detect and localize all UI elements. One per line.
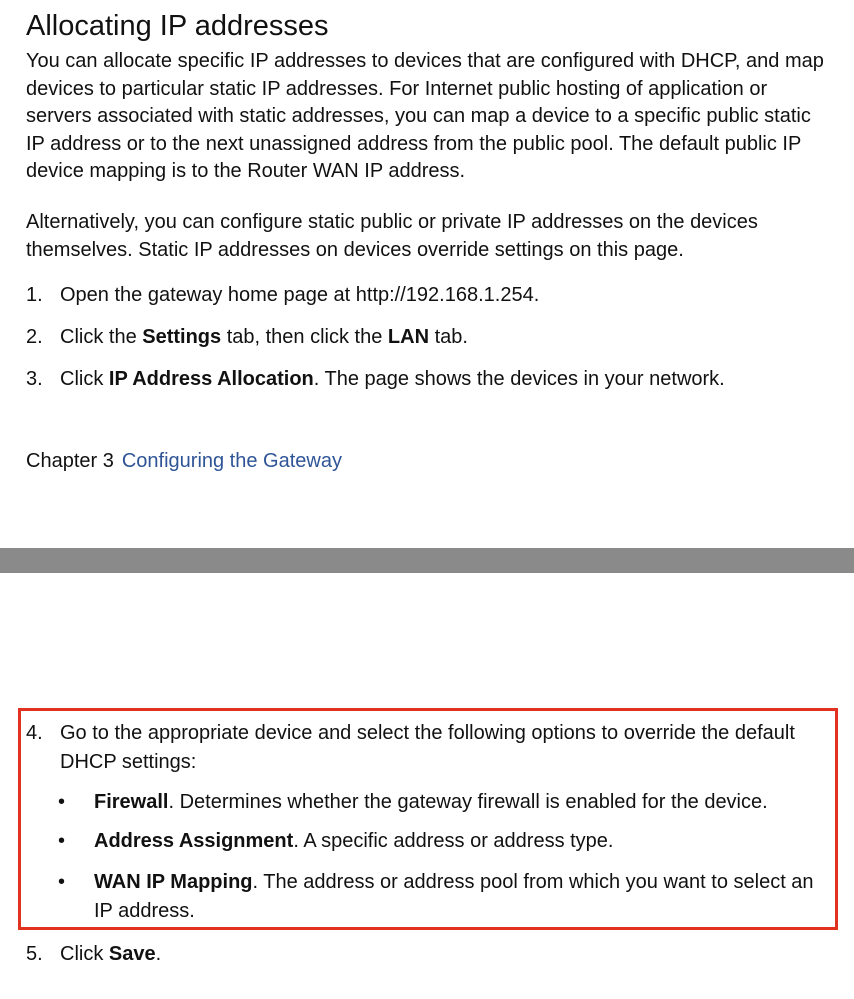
step-text-pre: Click [60,943,109,965]
bullet-icon: • [58,871,66,893]
bullet-description: . The address or address pool from which you want to select an IP address. [94,871,814,922]
footer-chapter: Chapter 3 [26,450,114,472]
bullet-description: . A specific address or address type. [293,830,614,852]
step-5 [26,941,161,968]
bullet-icon: • [58,791,66,813]
step-3 [26,366,725,393]
step-number: 1. [26,284,43,306]
lan-tab-term: LAN [387,326,430,348]
step-1 [26,282,539,309]
step-text-pre: Click the [60,326,143,348]
ip-address-allocation-term: IP Address Allocation [108,368,314,390]
bullet-description: . Determines whether the gateway firewall is enabled for the device. [168,791,768,813]
step-text-post: tab. [429,326,468,348]
step-number: 5. [26,943,43,965]
page-divider [0,548,854,573]
save-term: Save [108,943,156,965]
step-text-post: . [155,943,162,965]
page-footer [26,448,342,475]
bullet-term: Address Assignment [94,830,294,852]
step-text: Go to the appropriate device and select the following options to override the default DHCP settings: [60,722,795,773]
step-number: 3. [26,368,43,390]
bullet-term: WAN IP Mapping [94,871,253,893]
step-number: 4. [26,722,43,744]
section-title: Allocating IP addresses [26,10,329,42]
intro-paragraph: You can allocate specific IP addresses to devices that are configured with DHCP, and map devices to particular static IP addresses. For Internet public hosting of application or servers associated with static addresses, you can map a device to a specific public static IP address or to the next unassigned address from the public pool. The default public IP device mapping is to the Router WAN IP address. [26,50,824,182]
step-text: Open the gateway home page at http://192.168.1.254. [60,284,540,306]
step-2 [26,324,468,351]
step-number: 2. [26,326,43,348]
settings-tab-term: Settings [142,326,222,348]
alternative-paragraph: Alternatively, you can configure static public or private IP addresses on the devices themselves. Static IP addresses on devices override settings on this page. [26,211,758,261]
step-text-pre: Click [60,368,109,390]
footer-chapter-link[interactable]: Configuring the Gateway [121,450,342,472]
step-text-post: . The page shows the devices in your network. [313,368,725,390]
step-text-mid: tab, then click the [221,326,388,348]
bullet-term: Firewall [94,791,169,813]
bullet-icon: • [58,830,66,852]
